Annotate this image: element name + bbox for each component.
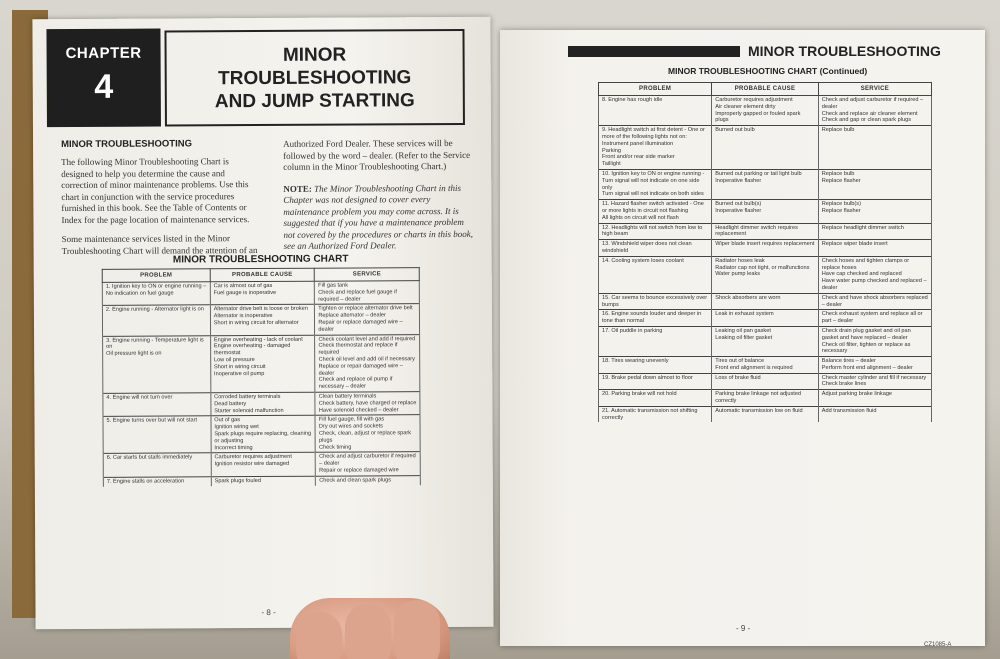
cell-problem: 13. Windshield wiper does not clean windshield [599,240,712,257]
table-row [599,256,932,293]
cell-service: Check and adjust carburetor if required – dealer Check and replace air cleaner element Check and gap or clean spark plugs [818,96,931,126]
table-row [599,390,932,407]
col-cause: PROBABLE CAUSE [712,83,819,96]
page-number: - 9 - [736,624,751,633]
intro-paragraph: The following Minor Troubleshooting Chart is designed to help you determine the cause and correction of minor maintenance problems. Use this chart in conjunction with the service procedures furnished in this book. See the Table of Contents or Index for the page location of maintenance services. [61,156,250,225]
cell-problem: 7. Engine stalls on acceleration [103,476,211,486]
cell-cause: Corroded battery terminals Dead battery Starter solenoid malfunction [211,392,316,416]
cell-problem: 10. Ignition key to ON or engine running - Turn signal will not indicate on one side only Turn signal will not indicate on both sides [599,169,712,199]
chart-title: MINOR TROUBLESHOOTING CHART (Continued) [668,66,868,76]
cell-service: Balance tires – dealer Perform front end alignment – dealer [818,357,931,374]
dealer-paragraph: Some maintenance services listed in the Minor Troubleshooting Chart will demand the attention of an [61,233,258,256]
table-row [599,169,932,199]
cell-service: Fill fuel gauge, fill with gas Dry out wires and sockets Check, clean, adjust or replace spark plugs Check timing [315,415,420,453]
cell-cause: Burned out bulb [712,126,819,170]
right-page [500,30,985,646]
table-row [102,304,419,336]
cell-service: Replace bulb [818,126,931,170]
cell-problem: 6. Car starts but stalls immediately [103,453,211,477]
chapter-title [164,29,464,127]
title-line-2: TROUBLESHOOTING [218,67,412,90]
cell-service: Check and adjust carburetor if required – dealer Repair or replace damaged wire [316,452,421,476]
cell-cause: Carburetor requires adjustment Air cleaner element dirty Improperly gapped or fouled spark plugs [712,96,819,126]
troubleshooting-table [102,267,421,486]
table-row [599,126,932,170]
note-text: The Minor Troubleshooting Chart in this Chapter was not designed to cover every maintenance problem you may come across. It is suggested that if you have a maintenance problem not covered by the procedures or charts in this book, see an Authorized Ford Dealer. [283,182,474,251]
title-line-3: AND JUMP STARTING [214,90,415,113]
cell-problem: 21. Automatic transmission not shifting correctly [599,406,712,422]
table-row [599,406,932,422]
cell-cause: Leaking oil pan gasket Leaking oil filter gasket [712,326,819,356]
cell-cause: Car is almost out of gas Fuel gauge is inoperative [210,281,315,305]
cell-problem: 20. Parking brake will not hold [599,390,712,407]
left-page [32,17,493,629]
cell-service: Check drain plug gasket and oil pan gasket and have replaced – dealer Check oil filter, tighten or replace as necessary [818,326,931,356]
cell-problem: 5. Engine turns over but will not start [103,416,211,454]
col-cause: PROBABLE CAUSE [210,268,315,282]
cell-service: Check master cylinder and fill if necessary Check brake lines [818,373,931,390]
table-row [599,310,932,327]
finger-image [296,612,342,659]
table-row [599,293,932,310]
cell-problem: 12. Headlights will not switch from low to high beam [599,223,712,240]
cell-service: Tighten or replace alternator drive belt Replace alternator – dealer Repair or replace damaged wire – dealer [315,304,420,335]
note-label: NOTE: [283,183,312,194]
table-row [599,200,932,223]
cell-problem: 11. Hazard flasher switch activated - One or more lights in circuit not flashing All lights on circuit will not flash [599,200,712,223]
cell-problem: 8. Engine has rough idle [599,96,712,126]
cell-cause: Tires out of balance Front end alignment is required [712,357,819,374]
cell-service: Check coolant level and add if required Check thermostat and replace if required Check oil level and add oil if necessary Replace or repair damaged wire – dealer Check and replace oil pump if necessary – dealer [315,334,420,392]
cell-cause: Automatic transmission low on fluid [712,406,819,422]
col-problem: PROBLEM [102,269,210,283]
cell-cause: Loss of brake fluid [712,373,819,390]
note-paragraph [283,182,473,252]
cell-cause: Parking brake linkage not adjusted correctly [712,390,819,407]
cell-service: Check and have shock absorbers replaced – dealer [818,293,931,310]
table-row [599,223,932,240]
cell-problem: 16. Engine sounds louder and deeper in tone than normal [599,310,712,327]
dealer-paragraph-cont: Authorized Ford Dealer. These services will be followed by the word – dealer. (Refer to the Service column in the Minor Troubleshooting Chart.) [283,138,471,172]
cell-service: Replace wiper blade insert [818,240,931,257]
table-row [103,452,420,477]
table-row [599,96,932,126]
cell-cause: Headlight dimmer switch requires replacement [712,223,819,240]
cell-service: Fill gas tank Check and replace fuel gauge if required – dealer [315,281,420,305]
cell-problem: 15. Car seems to bounce excessively over bumps [599,293,712,310]
cell-cause: Burned out bulb(s) Inoperative flasher [712,200,819,223]
table-row [103,392,420,417]
cell-problem: 3. Engine running - Temperature light is on Oil pressure light is on [103,335,211,393]
cell-cause: Wiper blade insert requires replacement [712,240,819,257]
table-row [599,326,932,356]
cell-cause: Carburetor requires adjustment Ignition resistor wire damaged [211,453,316,477]
cell-cause: Alternator drive belt is loose or broken Alternator is inoperative Short in wiring circuit for alternator [210,305,315,336]
chart-title: MINOR TROUBLESHOOTING CHART [172,253,349,266]
col-problem: PROBLEM [599,83,712,96]
table-row [599,357,932,374]
section-heading: MINOR TROUBLESHOOTING [61,138,192,151]
cell-cause: Leak in exhaust system [712,310,819,327]
cell-cause: Out of gas Ignition wiring wet Spark plugs require replacing, cleaning or adjusting Incorrect timing [211,416,316,454]
finger-image [345,604,391,659]
cell-service: Replace bulb(s) Replace flasher [818,200,931,223]
table-row [599,240,932,257]
cell-problem: 4. Engine will not turn over [103,393,211,417]
cell-problem: 14. Cooling system loses coolant [599,256,712,293]
cell-problem: 2. Engine running - Alternator light is on [102,305,210,336]
cell-service: Clean battery terminals Check battery, have charged or replace Have solenoid checked – dealer [315,392,420,416]
cell-cause: Burned out parking or tail light bulb Inoperative flasher [712,169,819,199]
left-column [61,156,260,257]
cell-cause: Engine overheating - lack of coolant Engine overheating - damaged thermostat Low oil pressure Short in wiring circuit Inoperative oil pump [210,335,315,393]
title-line-1: MINOR [282,44,347,66]
cell-problem: 1. Ignition key to ON or engine running – No indication on fuel gauge [102,282,210,306]
finger-image [394,600,440,659]
cell-cause: Spark plugs fouled [211,476,316,486]
table-row [103,415,420,454]
cell-problem: 18. Tires wearing unevenly [599,357,712,374]
cell-cause: Radiator hoses leak Radiator cap not tight, or malfunctions Water pump leaks [712,256,819,293]
col-service: SERVICE [315,268,420,282]
cell-service: Check hoses and tighten clamps or replace hoses Have cap checked and replaced Have water pump checked and replaced – dealer [818,256,931,293]
chapter-word: CHAPTER [65,44,142,63]
troubleshooting-table-continued [598,82,932,422]
chapter-badge [46,29,161,128]
table-row [102,281,419,306]
page-heading: MINOR TROUBLESHOOTING [748,43,941,59]
cell-service: Check and clean spark plugs [316,475,421,485]
cell-cause: Shock absorbers are worn [712,293,819,310]
col-service: SERVICE [818,83,931,96]
table-row [599,373,932,390]
chapter-number: 4 [94,67,114,106]
cell-problem: 9. Headlight switch at first detent - One or more of the following lights not on: Instrument panel illumination Parking Front and/or rear side marker Taillight [599,126,712,170]
cell-problem: 17. Oil puddle in parking [599,326,712,356]
cell-service: Add transmission fluid [818,406,931,422]
cell-service: Replace bulb Replace flasher [818,169,931,199]
table-row [103,334,420,393]
cell-service: Replace headlight dimmer switch [818,223,931,240]
cell-service: Adjust parking brake linkage [818,390,931,407]
cell-problem: 19. Brake pedal down almost to floor [599,373,712,390]
page-number: - 8 - [261,607,276,618]
right-column [283,138,474,252]
table-row [103,475,420,486]
document-code: CZ1085-A [924,642,952,648]
cell-service: Check exhaust system and replace all or part – dealer [818,310,931,327]
heading-bar [568,46,740,57]
